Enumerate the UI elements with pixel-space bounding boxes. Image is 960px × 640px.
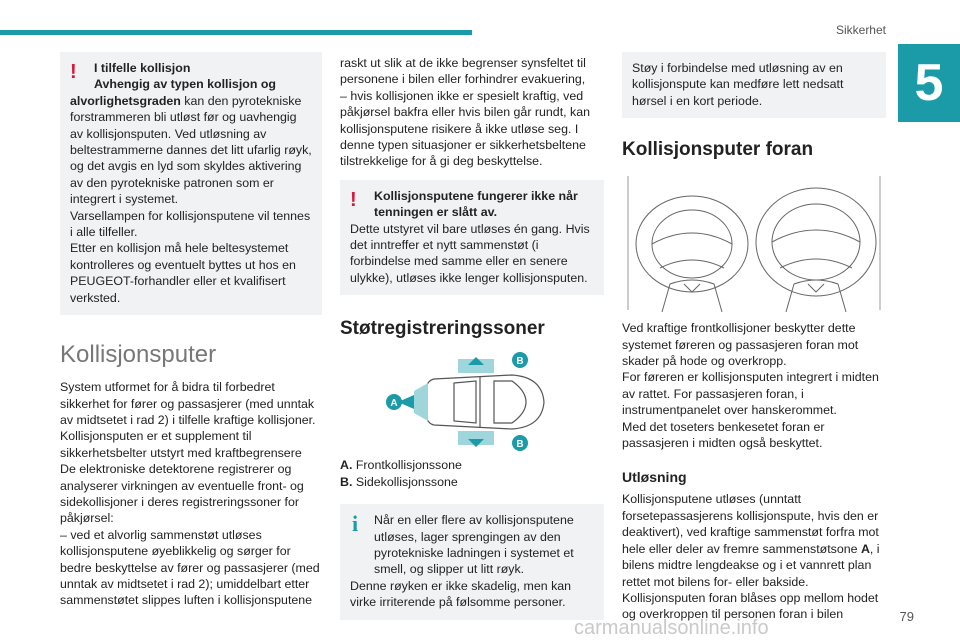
legend-b-text: Sidekollisjonssone xyxy=(355,474,458,489)
deployment-inflate-text: Kollisjonsputen foran blåses opp mellom hodet og overkroppen til personen foran i bilen xyxy=(622,590,879,622)
legend-side xyxy=(340,474,604,490)
passenger-airbag-figure xyxy=(756,176,880,312)
airbags-intro: System utformet for å bidra til forbedret sikkerhet for fører og passasjerer (med unntak av midtsetet i rad 2) i tilfelle kraftige kollisjoner. Kollisjonsputen er et supplement til sikkerhetsbelter utstyrt med kraftbegrensere xyxy=(60,380,316,460)
legend-frontal xyxy=(340,457,604,473)
front-airbags-illustration xyxy=(622,172,886,312)
heading-impact-zones: Støtregistreringssoner xyxy=(340,318,545,340)
impact-zones-diagram xyxy=(384,351,554,453)
minor-impact-text: – hvis kollisjonen ikke er spesielt kraftig, ved påkjørsel bakfra eller hvis bilen går rundt, kan kollisjonsputene risikere å ikke utløse seg. I denne typen situasjoner er sikkerhetsbeltene tilstrekkelige for å gi deg beskyttelse. xyxy=(340,88,590,169)
label-b-top: B xyxy=(516,356,524,368)
legend-a-key: A. xyxy=(340,458,353,473)
airbags-severe-impact: – ved et alvorlig sammenstøt utløses kollisjonsputene øyeblikkelig og sørger for bedre beskyttelse av fører og passasjerer (med unntak av midtsetet i rad 2); umiddelbart etter sammenstøtet slippes luften i kollisjonsputene xyxy=(60,527,320,608)
warning-check-text: Etter en kollisjon må hele beltesystemet kontrolleres og eventuelt byttes ut hos en PEUGEOT-forhandler eller et kvalifisert verksted. xyxy=(70,241,296,305)
front-airbags-intro: Ved kraftige frontkollisjoner beskytter dette systemet føreren og passasjeren foran mot skader på hode og overkropp. xyxy=(622,321,859,369)
warning-text-rest: kan den pyrotekniske forstrammeren bli utløst før og uavhengig av kollisjonsputen. Ved utløsning av beltestrammerne dannes det litt ufarlig røyk, og det avgis en lyd som skyldes aktivering av den pyrotekniske patronen som er integrert i systemet. xyxy=(70,93,312,207)
driver-airbag-figure xyxy=(628,176,748,312)
info-smoke-text: Denne røyken er ikke skadelig, men kan virke irriterende på følsomme personer. xyxy=(350,578,572,610)
heading-airbags: Kollisjonsputer xyxy=(60,341,217,369)
column-left xyxy=(60,52,322,609)
label-b-bottom: B xyxy=(516,439,524,451)
info-box-smoke xyxy=(340,504,604,619)
watermark: carmanualsonline.info xyxy=(574,617,769,639)
warning-icon: ! xyxy=(70,61,77,83)
noise-note-text: Støy i forbindelse med utløsning av en kollisjonspute kan medføre lett nedsatt hørsel i en kort periode. xyxy=(632,61,844,108)
noise-note-box xyxy=(622,52,886,118)
warning-ignition-heading: Kollisjonsputene fungerer ikke når tenningen er slått av. xyxy=(374,188,578,220)
label-a: A xyxy=(390,398,398,410)
warning-text xyxy=(70,93,312,208)
page-number: 79 xyxy=(899,609,914,624)
chapter-number: 5 xyxy=(898,44,960,122)
warning-heading-cont: Avhengig av typen kollisjon og xyxy=(94,77,276,92)
section-title: Sikkerhet xyxy=(835,23,886,37)
heading-front-airbags: Kollisjonsputer foran xyxy=(622,139,814,161)
frontal-zone-area xyxy=(398,383,428,421)
column-middle xyxy=(340,52,604,620)
legend-a-text: Frontkollisjonssone xyxy=(355,458,462,473)
heading-deployment: Utløsning xyxy=(622,469,687,486)
warning-icon: ! xyxy=(350,188,357,211)
warning-lamp-text: Varsellampen for kollisjonsputene vil tennes i alle tilfeller. xyxy=(70,208,311,240)
car-top-view xyxy=(424,375,544,429)
airbags-detectors: De elektroniske detektorene registrerer og analyserer virkningen av eventuelle front- og sidekollisjoner i deres registreringssoner for påkjørsel: xyxy=(60,462,304,526)
info-icon: i xyxy=(352,511,359,537)
deployment-text-post: , i bilens midtre lengdeakse og i et vannrett plan rettet mot bilens for- eller bakside. xyxy=(622,541,880,589)
legend-b-key: B. xyxy=(340,474,353,489)
warning-heading: I tilfelle kollisjon xyxy=(94,61,191,75)
header-accent-bar xyxy=(0,30,472,35)
warning-ignition-text: Dette utstyret vil bare utløses én gang. Hvis det inntreffer et nytt sammenstøt (i forbindelse med samme eller en senere ulykke), utløses ikke lenger kollisjonsputen. xyxy=(350,221,590,285)
deflate-text: raskt ut slik at de ikke begrenser synsfeltet til personene i bilen eller forhindrer evakuering, xyxy=(340,56,586,87)
info-bang-text: Når en eller flere av kollisjonsputene utløses, lager sprengingen av den pyrotekniske ladningen i systemet et smell, og slipper ut litt røyk. xyxy=(374,513,574,577)
deployment-text xyxy=(622,491,886,589)
warning-box-collision xyxy=(60,52,322,315)
warning-box-ignition xyxy=(340,180,604,295)
deployment-text-pre: Kollisjonsputene utløses (unntatt forsetepassasjerens kollisjonspute, hvis den er deaktivert), ved kraftige sammenstøt forfra mot hele eller deler av fremre sammenstøtsone xyxy=(622,492,879,556)
front-airbags-location: For føreren er kollisjonsputen integrert i midten av rattet. For passasjeren foran, i instrumentpanelet over hanskerommet. xyxy=(622,370,879,418)
front-airbags-bench: Med det toseters benkesetet foran er passasjeren i midten også beskyttet. xyxy=(622,419,825,451)
warning-bold-lead: alvorlighetsgraden xyxy=(70,93,181,108)
column-right xyxy=(622,52,886,623)
deployment-zone-a: A xyxy=(860,541,870,556)
